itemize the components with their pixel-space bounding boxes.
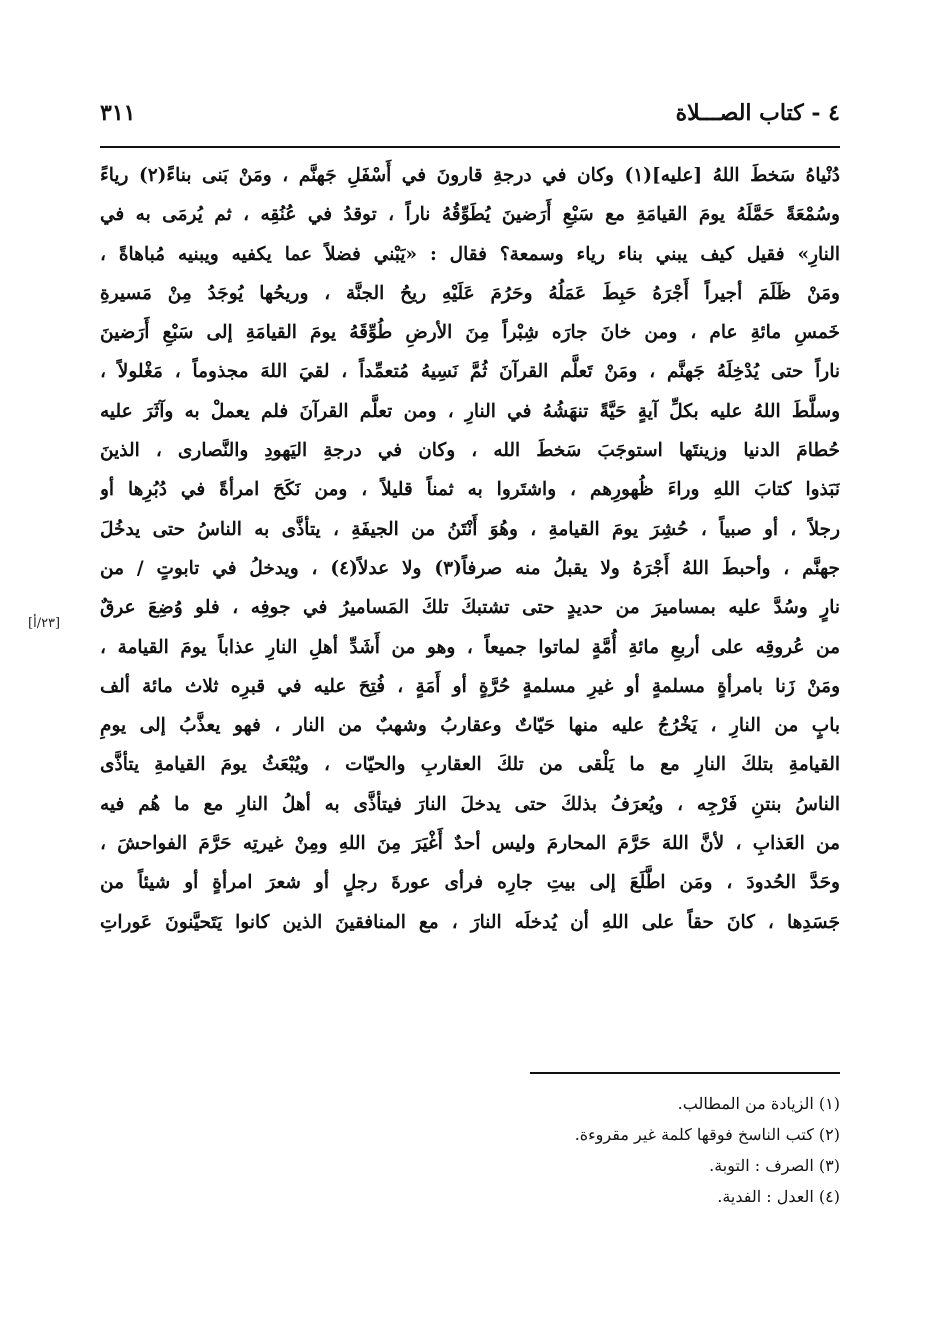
text-line: جهنَّم ، وأحبطَ اللهُ أَجْرَهُ ولا يقبلُ منه صرفاً(٣) ولا عدلاً(٤) ، ويدخلُ في تابوتٍ / من [100, 557, 840, 579]
text-line: رجلاً ، أو صبياً ، حُشِرَ يومَ القيامةِ ، وهُوَ أَنْتَنُ من الجيفَةِ ، يتأذَّى به الناسُ حتى يدخُلَ [100, 518, 840, 540]
text-line: دُنْياهُ سَخطَ اللهُ [عليه](١) وكان في درجةِ قارونَ في أَسْفَلِ جَهنَّم ، ومَنْ بَنى بناءً(٢) رياءً [100, 165, 840, 186]
footnote-item: (٤) العدل : الفدية. [717, 1187, 840, 1206]
footnote-item: (١) الزيادة من المطالب. [677, 1094, 840, 1113]
page-header [100, 98, 840, 138]
header-divider [100, 146, 840, 148]
running-title: ٤ - كتاب الصـــلاة [675, 100, 840, 126]
footnote-divider [530, 1072, 840, 1074]
page-number: ٣١١ [100, 100, 136, 126]
text-line: النارِ» فقيل كيف يبني بناء رياء وسمعة؟ فقال : «يَبْني فضلاً عما يكفيه ويبنيه مُباهاةً ، [100, 243, 840, 265]
text-line: بابٍ من النارِ ، يَخْرُجُ عليه منها حَيّاتٌ وعقاربُ وشهبٌ من النار ، فهو يعذَّبُ إلى يومِ [100, 715, 840, 737]
text-line: الناسُ بنتنِ فَرْجِه ، ويُعرَفُ بذلكَ حتى يدخلَ النارَ فيتأذَّى به أهلُ النارِ مع ما هُم فيه [100, 793, 840, 815]
text-line: من العَذابِ ، لأنَّ اللهَ حَرَّمَ المحارمَ وليس أحدٌ أَغْيَرَ مِنَ اللهِ ومِنْ غيرتِه حَرَّمَ الفواحشَ ، [100, 833, 840, 855]
text-line: وحَدَّ الحُدودَ ، ومَن اطَّلَعَ إلى بيتِ جارِه فرأى عورةَ رجلٍ أو شعرَ امرأةٍ أو شيئاً من [100, 872, 840, 894]
manuscript-folio-marker: [٢٣/أ] [28, 616, 61, 631]
text-line: ناراً حتى يُدْخِلَهُ جَهنَّم ، ومَنْ تَعلَّم القرآنَ ثُمَّ نَسِيهُ مُتعمِّداً ، لقيَ اللهَ مجذوماً ، مَغْلولاً ، [100, 361, 840, 383]
text-line: وسُمْعَةً حَمَّلَهُ يومَ القيامَةِ مع سَبْعِ أَرَضينَ يُطَوِّقُهُ ناراً ، توقدُ في عُنُقِه ، ثم يُرمَى به في [100, 204, 840, 226]
text-line: القيامةِ بتلكَ النارِ مع ما يَلْقى من تلكَ العقاربِ والحيّات ، ويُبْعَثُ يومَ القيامةِ يتأذَّى [100, 754, 840, 776]
text-line: من عُروقِه على أربعِ مائةِ أُمَّةٍ لماتوا جميعاً ، وهو من أَشَدِّ أهلِ النارِ عذاباً يومَ القيامة ، [100, 636, 840, 658]
text-line: ومَنْ زَنا بامرأةٍ مسلمةٍ أو غيرِ مسلمةٍ حُرَّةٍ أو أَمَةٍ ، فُتِحَ عليه في قبرِه ثلاث مائة ألف [100, 675, 840, 697]
text-line: جَسَدِها ، كانَ حقاً على اللهِ أن يُدخلَه النارَ ، مع المنافقينَ الذين كانوا يَتَحيَّنونَ عَوراتِ [100, 911, 840, 933]
footnote-item: (٣) الصرف : التوبة. [709, 1156, 840, 1175]
text-line: ومَنْ ظَلَمَ أجيراً أَجْرَهُ حَبِطَ عَمَلُهُ وحَرُمَ عَلَيْهِ ريحُ الجنَّة ، وريحُها يُوجَدُ مِنْ مَسيرةِ [100, 282, 840, 304]
text-line: وسلَّطَ اللهُ عليه بكلِّ آيةٍ حَيَّةً تنهَشُهُ في النارِ ، ومن تعلَّم القرآنَ فلم يعملْ به وآثَرَ عليه [100, 400, 840, 422]
text-line: نارٍ وسُدَّ عليه بمساميرَ من حديدٍ حتى تشتبكَ تلكَ المَساميرُ في جوفِه ، فلو وُضِعَ عرقٌ [100, 597, 840, 619]
main-text [100, 156, 840, 942]
text-line: نَبَذوا كتابَ اللهِ وراءَ ظُهورِهم ، واشتَروا به ثمناً قليلاً ، ومن نَكَحَ امرأةً في دُبُرِها أو [100, 479, 840, 501]
text-line: حُطامَ الدنيا وزينتَها استوجَبَ سَخطَ الله ، وكان في درجةِ اليَهودِ والنَّصارى ، الذينَ [100, 440, 840, 462]
footnotes [400, 1088, 840, 1212]
footnote-item: (٢) كتب الناسخ فوقها كلمة غير مقروءة. [574, 1125, 840, 1144]
text-line: خَمسِ مائةِ عام ، ومن خانَ جارَه شِبْراً مِنَ الأرضِ طُوِّقَهُ يومَ القيامَةِ إلى سَبْعِ أَرَضينَ [100, 322, 840, 344]
